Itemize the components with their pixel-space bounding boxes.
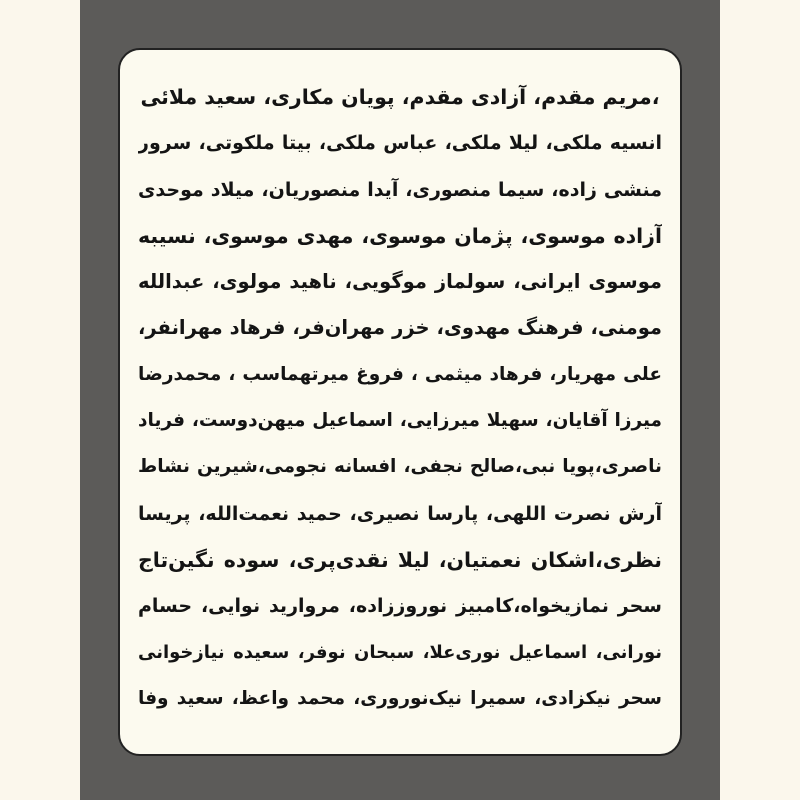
name-line-11: نظری،اشکان نعمتیان، لیلا نقدی‌پری، سوده نگین‌تاج: [138, 547, 662, 572]
name-line-1: ،مریم مقدم، آزادی مقدم، پویان مکاری، سعید ملائی: [140, 85, 660, 109]
name-line-3: منشی زاده، سیما منصوری، آیدا منصوریان، میلاد موحدی: [138, 178, 662, 201]
name-line-12: سحر نمازیخواه،کامبیز نوروززاده، مروارید نوایی، حسام: [138, 595, 662, 618]
name-line-13: نورانی، اسماعیل نوری‌علا، سبحان نوفر، سعیده نیازخوانی: [138, 641, 662, 663]
name-list-card: [118, 48, 682, 756]
name-line-6: مومنی، فرهنگ مهدوی، خزر مهران‌فر، فرهاد مهرانفر،: [138, 316, 662, 340]
name-list-text: [138, 74, 662, 722]
name-line-4: آزاده موسوی، پژمان موسوی، مهدی موسوی، نسیبه: [138, 223, 662, 248]
name-line-8: میرزا آقایان، سهیلا میرزایی، اسماعیل میهن‌دوست، فریاد: [138, 410, 662, 432]
name-line-2: انسیه ملکی، لیلا ملکی، عباس ملکی، بیتا ملکوتی، سرور: [138, 132, 662, 155]
name-line-14: سحر نیکزادی، سمیرا نیک‌نوروری، محمد واعظ، سعید وفا: [138, 687, 662, 709]
name-line-10: آرش نصرت اللهی، پارسا نصیری، حمید نعمت‌الله، پریسا: [138, 502, 662, 525]
name-line-5: موسوی ایرانی، سولماز موگویی، ناهید مولوی، عبدالله: [138, 270, 662, 294]
name-line-7: علی مهریار، فرهاد میثمی ، فروغ میرتهماسب ، محمدرضا: [138, 363, 662, 385]
name-line-9: ناصری،پویا نبی،صالح نجفی، افسانه نجومی،شیرین نشاط: [138, 456, 662, 478]
